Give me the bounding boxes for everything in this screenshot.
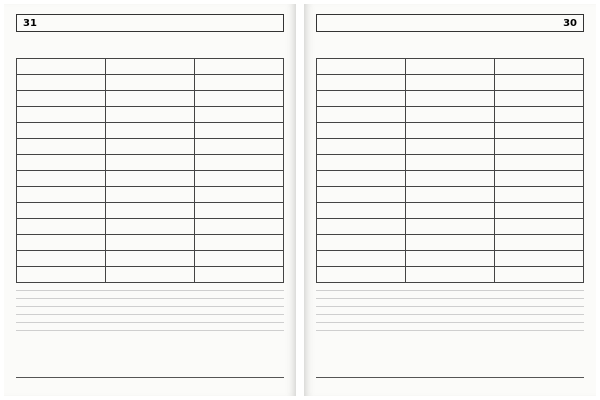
table-row — [17, 123, 284, 139]
page-right — [304, 4, 596, 396]
table-cell — [195, 235, 284, 251]
table-cell — [495, 91, 584, 107]
table-row — [17, 219, 284, 235]
table-cell — [406, 59, 495, 75]
text-line — [316, 314, 584, 315]
table-cell — [17, 155, 106, 171]
text-line — [16, 330, 284, 331]
page-footer — [16, 377, 284, 390]
table-cell — [195, 59, 284, 75]
table-row — [317, 91, 584, 107]
table-cell — [106, 123, 195, 139]
table-row — [17, 59, 284, 75]
text-line — [16, 322, 284, 323]
table-row — [17, 251, 284, 267]
table-row — [17, 155, 284, 171]
table-row — [17, 139, 284, 155]
table-cell — [317, 123, 406, 139]
table-row — [317, 75, 584, 91]
table-cell — [17, 59, 106, 75]
table-cell — [317, 235, 406, 251]
table-cell — [195, 91, 284, 107]
table-cell — [317, 59, 406, 75]
table-cell — [406, 155, 495, 171]
table-row — [317, 107, 584, 123]
text-line — [16, 314, 284, 315]
table-cell — [106, 171, 195, 187]
table-cell — [17, 75, 106, 91]
table-cell — [106, 107, 195, 123]
table-cell — [406, 187, 495, 203]
table-row — [317, 219, 584, 235]
page-number: 31 — [23, 17, 37, 29]
table-cell — [317, 75, 406, 91]
table-row — [317, 187, 584, 203]
table-cell — [317, 155, 406, 171]
table-cell — [106, 59, 195, 75]
table-cell — [317, 139, 406, 155]
table-cell — [406, 139, 495, 155]
conjugation-table — [16, 58, 284, 283]
table-cell — [106, 75, 195, 91]
table-cell — [106, 267, 195, 283]
table-cell — [195, 155, 284, 171]
body-text — [16, 290, 284, 331]
table-row — [17, 75, 284, 91]
table-cell — [106, 91, 195, 107]
text-line — [316, 298, 584, 299]
table-cell — [317, 91, 406, 107]
page-left — [4, 4, 296, 396]
table-cell — [17, 139, 106, 155]
table-cell — [495, 155, 584, 171]
table-cell — [17, 187, 106, 203]
table-cell — [17, 107, 106, 123]
table-cell — [17, 219, 106, 235]
text-line — [316, 322, 584, 323]
table-cell — [495, 251, 584, 267]
table-cell — [17, 267, 106, 283]
table-cell — [106, 251, 195, 267]
body-text — [316, 290, 584, 331]
table-cell — [317, 187, 406, 203]
table-cell — [406, 251, 495, 267]
table-cell — [195, 219, 284, 235]
table-cell — [495, 171, 584, 187]
table-row — [17, 91, 284, 107]
table-cell — [317, 219, 406, 235]
table-row — [317, 123, 584, 139]
table-cell — [317, 251, 406, 267]
table-cell — [17, 251, 106, 267]
table-row — [17, 187, 284, 203]
table-row — [317, 251, 584, 267]
table-cell — [195, 171, 284, 187]
table-cell — [495, 203, 584, 219]
table-cell — [495, 267, 584, 283]
text-line — [316, 330, 584, 331]
table-row — [317, 171, 584, 187]
text-line — [16, 306, 284, 307]
table-cell — [17, 91, 106, 107]
table-row — [317, 139, 584, 155]
table-row — [317, 155, 584, 171]
book-spread — [4, 4, 596, 396]
table-row — [317, 235, 584, 251]
table-cell — [317, 107, 406, 123]
page-footer — [316, 377, 584, 390]
table-cell — [495, 139, 584, 155]
table-cell — [106, 235, 195, 251]
table-cell — [317, 171, 406, 187]
table-cell — [495, 219, 584, 235]
table-cell — [495, 123, 584, 139]
table-row — [17, 235, 284, 251]
table-title — [316, 37, 584, 53]
text-line — [16, 290, 284, 291]
table-title — [16, 37, 284, 53]
table-cell — [495, 235, 584, 251]
table-cell — [406, 171, 495, 187]
table-cell — [406, 235, 495, 251]
table-cell — [195, 251, 284, 267]
table-cell — [495, 187, 584, 203]
table-cell — [106, 219, 195, 235]
table-cell — [195, 139, 284, 155]
table-cell — [17, 171, 106, 187]
table-row — [317, 267, 584, 283]
table-cell — [317, 203, 406, 219]
page-number: 30 — [563, 17, 577, 29]
table-cell — [195, 203, 284, 219]
page-header — [316, 14, 584, 32]
table-cell — [195, 75, 284, 91]
table-cell — [17, 123, 106, 139]
table-cell — [195, 267, 284, 283]
table-cell — [495, 59, 584, 75]
table-cell — [195, 187, 284, 203]
table-cell — [495, 107, 584, 123]
table-cell — [106, 187, 195, 203]
table-cell — [17, 203, 106, 219]
table-cell — [406, 267, 495, 283]
page-header — [16, 14, 284, 32]
table-cell — [195, 107, 284, 123]
table-cell — [195, 123, 284, 139]
table-row — [17, 203, 284, 219]
table-row — [317, 59, 584, 75]
table-cell — [406, 107, 495, 123]
table-cell — [406, 123, 495, 139]
table-row — [17, 107, 284, 123]
text-line — [16, 298, 284, 299]
text-line — [316, 290, 584, 291]
table-cell — [17, 235, 106, 251]
table-row — [17, 171, 284, 187]
table-cell — [406, 203, 495, 219]
conjugation-table — [316, 58, 584, 283]
table-cell — [495, 75, 584, 91]
table-cell — [106, 155, 195, 171]
table-cell — [317, 267, 406, 283]
table-cell — [406, 91, 495, 107]
table-row — [17, 267, 284, 283]
table-cell — [106, 203, 195, 219]
text-line — [316, 306, 584, 307]
table-cell — [106, 139, 195, 155]
table-cell — [406, 75, 495, 91]
table-cell — [406, 219, 495, 235]
table-row — [317, 203, 584, 219]
